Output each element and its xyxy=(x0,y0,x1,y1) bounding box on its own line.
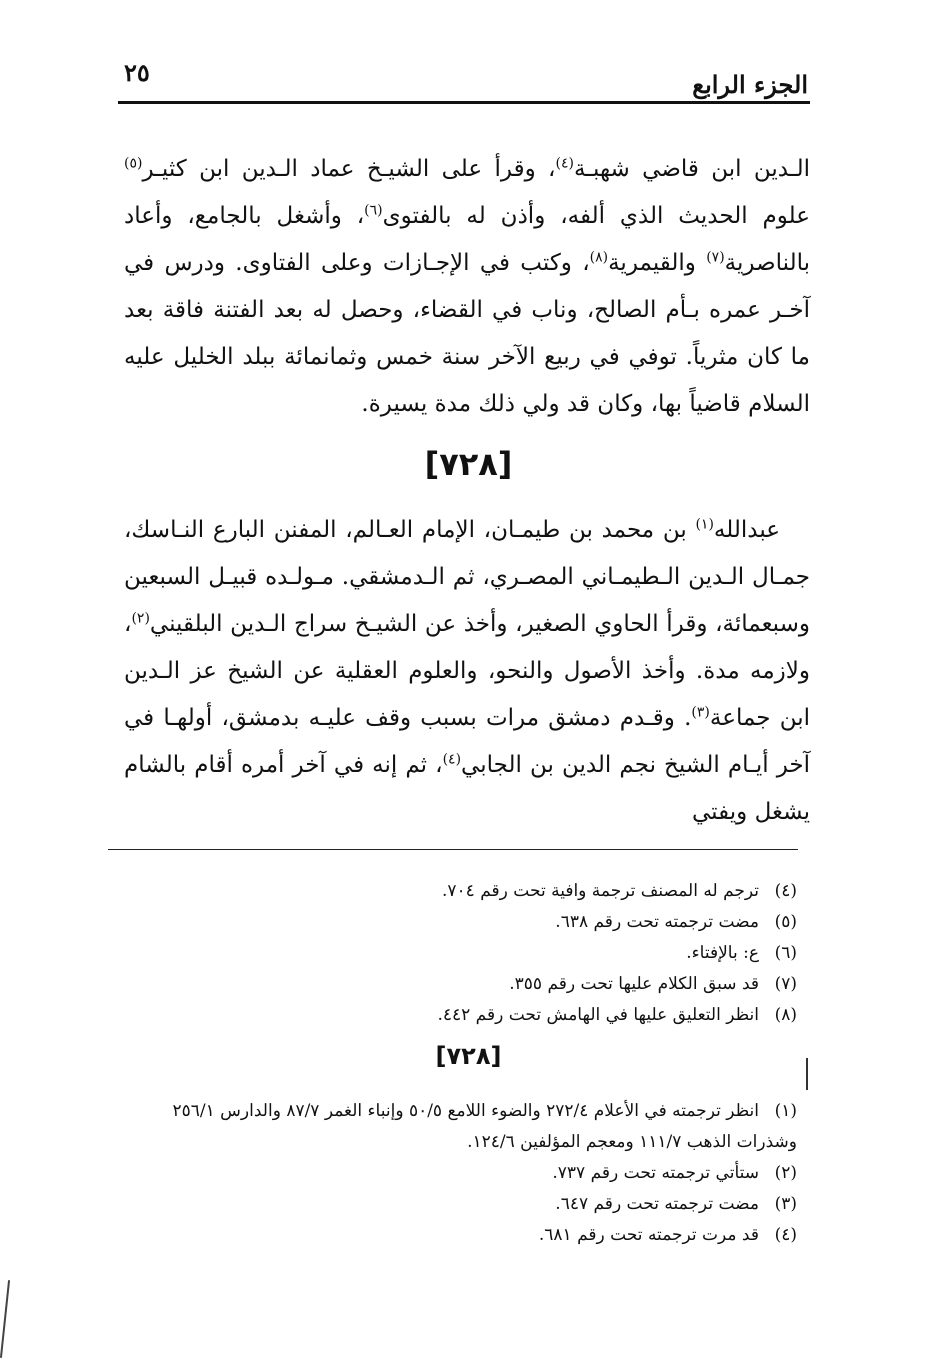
text-run: . وقـدم دمشق مرات بسبب وقف عليـه بدمشق، أولهـا في آخر أيـام الشيخ نجم الدين بن الجابي xyxy=(124,705,810,778)
footnote-ref: (٤) xyxy=(555,155,574,172)
footnote-text: انظر ترجمته في الأعلام ٢٧٢/٤ والضوء اللامع ٥٠/٥ وإنباء الغمر ٨٧/٧ والدارس ٢٥٦/١ xyxy=(172,1101,759,1121)
footnote-ref: (٢) xyxy=(131,610,150,627)
entry-number-heading: [٧٢٨] xyxy=(424,445,513,483)
text-run: ، وقرأ على الشيـخ عماد الـدين ابن كثيـر xyxy=(142,156,556,182)
footnote xyxy=(97,876,797,907)
text-run: الـدين ابن قاضي شهبـة xyxy=(573,156,811,182)
footnote-divider xyxy=(108,849,798,850)
footnote-ref: (٥) xyxy=(124,155,143,172)
footnote-ref: (٨) xyxy=(589,249,609,266)
footnote-text: قد مرت ترجمته تحت رقم ٦٨١. xyxy=(538,1225,759,1245)
margin-mark xyxy=(806,1058,808,1090)
page-number: ٢٥ xyxy=(124,58,150,87)
footnote-text: انظر التعليق عليها في الهامش تحت رقم ٤٤٢. xyxy=(437,1005,759,1025)
footnote xyxy=(97,1220,797,1251)
footnote-text: ع: بالإفتاء. xyxy=(686,943,759,963)
footnote xyxy=(97,1000,797,1031)
footnote-number: (٦) xyxy=(774,943,797,963)
text-run: عبدالله xyxy=(713,517,780,543)
footnote xyxy=(97,1189,797,1220)
footnote-ref: (٣) xyxy=(691,704,710,721)
footnote-number: (٤) xyxy=(774,1225,797,1245)
footnote xyxy=(97,969,797,1000)
footnote-number: (٢) xyxy=(774,1163,797,1183)
footnote-text: ترجم له المصنف ترجمة وافية تحت رقم ٧٠٤. xyxy=(442,881,759,901)
footnote-ref: (٦) xyxy=(364,202,383,219)
footnote-number: (٣) xyxy=(774,1194,797,1214)
text-run: ، وكتب في الإجـازات وعلى الفتاوى. ودرس في آخـر عمره بـأم الصالح، وناب في القضاء، وحصل له بعد الفتنة فاقة بعد ما كان مثرياً. توفي في ربيع الآخر سنة خمس وثمانمائة ببلد الخليل عليه السلام قاضياً بها، وكان قد ولي ذلك مدة يسيرة. xyxy=(124,250,810,417)
footnotes-previous-entry xyxy=(97,876,797,1031)
footnote xyxy=(97,1158,797,1189)
text-run: بن محمد بن طيمـان، الإمام العـالم، المفنن البارع النـاسك، جمـال الـدين الـطيمـاني المصـري، ثم الـدمشقي. مـولـده قبيـل السبعين وسبعمائة، وقرأ الحاوي الصغير، وأخذ عن الشيـخ سراج الـدين البلقيني xyxy=(124,517,810,637)
scan-edge-mark xyxy=(0,1280,10,1358)
paragraph xyxy=(124,507,810,836)
main-text-entry xyxy=(124,507,810,836)
footnote xyxy=(97,938,797,969)
footnote-ref: (٤) xyxy=(442,751,462,768)
footnote-text: مضت ترجمته تحت رقم ٦٤٧. xyxy=(555,1194,759,1214)
footnote xyxy=(97,907,797,938)
footnote-number: (٤) xyxy=(774,881,797,901)
footnote-number: (٧) xyxy=(774,974,797,994)
text-run: ، وأشغل بالجامع، وأعاد بالناصرية xyxy=(124,203,810,276)
main-text-continuation xyxy=(124,146,810,428)
footnote xyxy=(97,1096,797,1158)
text-run: والقيمرية xyxy=(608,250,707,276)
text-run: ، ولازمه مدة. وأخذ الأصول والنحو، والعلوم العقلية عن الشيخ عز الـدين ابن جماعة xyxy=(124,611,810,731)
running-title: الجزء الرابع xyxy=(692,70,808,99)
footnote-ref: (١) xyxy=(695,516,714,533)
footnote-text: ستأتي ترجمته تحت رقم ٧٣٧. xyxy=(552,1163,759,1183)
footnote-number: (١) xyxy=(774,1101,797,1121)
footnote-text: قد سبق الكلام عليها تحت رقم ٣٥٥. xyxy=(509,974,759,994)
footnote-ref: (٧) xyxy=(706,249,725,266)
footnotes-current-entry xyxy=(97,1096,797,1251)
page-header xyxy=(118,52,808,102)
footnote-entry-number: [٧٢٨] xyxy=(435,1042,502,1070)
footnote-number: (٨) xyxy=(774,1005,797,1025)
text-run: علوم الحديث الذي ألفه، وأذن له بالفتوى xyxy=(382,203,810,229)
footnote-number: (٥) xyxy=(774,912,797,932)
paragraph xyxy=(124,146,810,428)
header-divider xyxy=(118,101,810,104)
footnote-text-continuation: وشذرات الذهب ١١١/٧ ومعجم المؤلفين ١٢٤/٦. xyxy=(467,1132,797,1152)
footnote-text: مضت ترجمته تحت رقم ٦٣٨. xyxy=(555,912,759,932)
text-run: ، ثم إنه في آخر أمره أقام بالشام يشغل ويفتي xyxy=(124,752,810,825)
